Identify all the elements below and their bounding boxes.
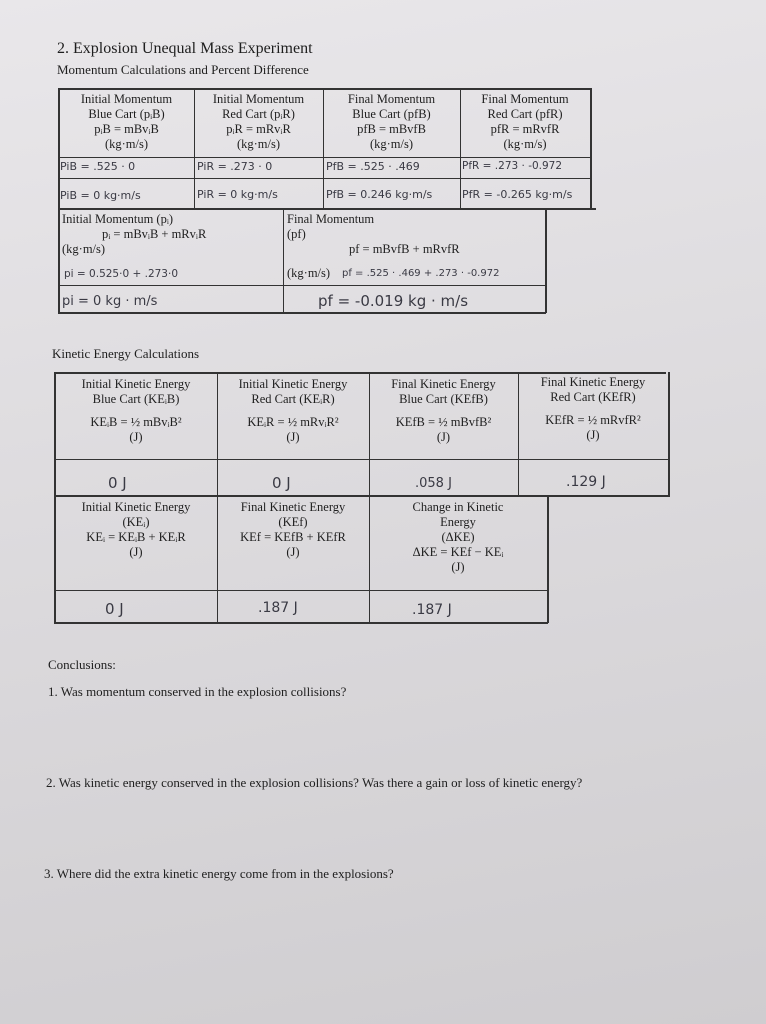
question-2: 2. Was kinetic energy conserved in the explosion collisions? Was there a gain or loss of kinetic energy?	[46, 775, 583, 790]
ke-header-red-final: Final Kinetic Energy Red Cart (KEfR) KEfR = ½ mRvfR² (J)	[540, 375, 646, 442]
ke-value-red-initial: 0 J	[272, 474, 291, 492]
ke-header-blue-initial: Initial Kinetic Energy Blue Cart (KEᵢB) KEᵢB = ½ mBvᵢB² (J)	[81, 377, 191, 444]
result-pfr: PfR = -0.265 kg·m/s	[462, 188, 573, 201]
ke-total-change-value: .187 J	[412, 602, 452, 618]
question-3: 3. Where did the extra kinetic energy come from in the explosions?	[44, 866, 394, 881]
ke-value-blue-initial: 0 J	[108, 474, 127, 492]
ke-value-blue-final: .058 J	[415, 476, 452, 491]
ke-total-initial: Initial Kinetic Energy (KEᵢ) KEᵢ = KEᵢB + KEᵢR (J)	[81, 500, 191, 559]
momentum-header-red-final: Final Momentum Red Cart (pfR) pfR = mRvfR (kg·m/s)	[481, 92, 569, 151]
total-initial-result: pi = 0 kg · m/s	[62, 294, 158, 309]
ke-total-initial-value: 0 J	[105, 600, 124, 618]
total-final-result: pf = -0.019 kg · m/s	[318, 292, 469, 310]
conclusions-title: Conclusions:	[48, 657, 116, 672]
momentum-header-blue-initial: Initial Momentum Blue Cart (pᵢB) pᵢB = mBvᵢB (kg·m/s)	[80, 92, 173, 151]
momentum-header-red-initial: Initial Momentum Red Cart (pᵢR) pᵢR = mRvᵢR (kg·m/s)	[212, 92, 305, 151]
page-title: 2. Explosion Unequal Mass Experiment	[57, 40, 313, 57]
ke-header-red-initial: Initial Kinetic Energy Red Cart (KEᵢR) KEᵢR = ½ mRvᵢR² (J)	[238, 377, 348, 444]
result-pfb: PfB = 0.246 kg·m/s	[326, 188, 433, 201]
work-pfb: PfB = .525 · .469	[326, 160, 420, 173]
ke-total-change: Change in Kinetic Energy (ΔKE) ΔKE = KEf − KEᵢ (J)	[412, 500, 504, 574]
total-initial-work: pi = 0.525·0 + .273·0	[64, 268, 179, 280]
work-pfr: PfR = .273 · -0.972	[462, 160, 563, 172]
total-final-work: pf = .525 · .469 + .273 · -0.972	[342, 268, 500, 279]
momentum-header-blue-final: Final Momentum Blue Cart (pfB) pfB = mBvfB (kg·m/s)	[347, 92, 436, 151]
total-initial-label: Initial Momentum (pᵢ) pᵢ = mBvᵢB + mRvᵢR (kg·m/s)	[62, 212, 207, 256]
question-1: 1. Was momentum conserved in the explosion collisions?	[48, 684, 347, 699]
total-final-label: Final Momentum (pf) pf = mBvfB + mRvfR	[287, 212, 460, 256]
ke-header-blue-final: Final Kinetic Energy Blue Cart (KEfB) KEfB = ½ mBvfB² (J)	[391, 377, 496, 444]
ke-total-final: Final Kinetic Energy (KEf) KEf = KEfB + KEfR (J)	[240, 500, 346, 559]
ke-total-final-value: .187 J	[258, 600, 298, 616]
result-pib: PiB = 0 kg·m/s	[60, 189, 141, 202]
ke-section-title: Kinetic Energy Calculations	[52, 346, 200, 361]
ke-value-red-final: .129 J	[566, 474, 606, 490]
total-final-unit: (kg·m/s)	[287, 266, 331, 280]
work-pir: PiR = .273 · 0	[197, 160, 273, 173]
page-subtitle: Momentum Calculations and Percent Difference	[57, 62, 309, 77]
work-pib: PiB = .525 · 0	[60, 160, 136, 173]
result-pir: PiR = 0 kg·m/s	[197, 188, 278, 201]
